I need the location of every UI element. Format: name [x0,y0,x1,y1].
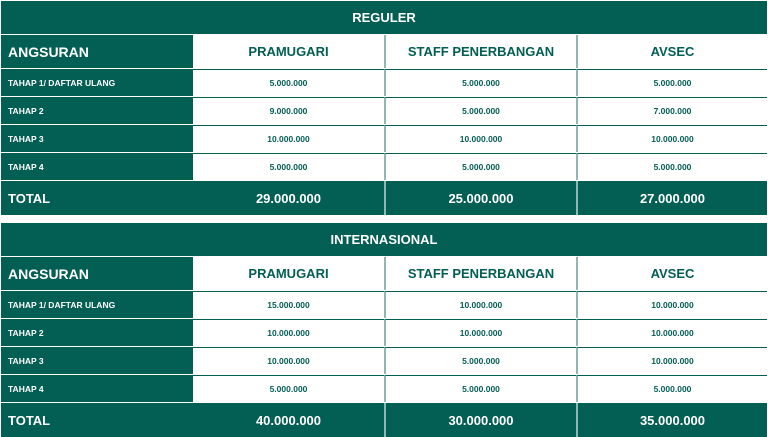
header-row [1,34,767,68]
table-title: REGULER [1,1,767,34]
cell-value: 5.000.000 [193,153,384,180]
cell-value: 35.000.000 [576,403,767,437]
cell-value: PRAMUGARI [193,35,384,68]
cell-value: 15.000.000 [193,291,384,318]
cell-value: AVSEC [576,35,767,68]
cell-value: 25.000.000 [384,181,576,215]
row-label: TOTAL [1,403,193,437]
cell-value: PRAMUGARI [193,257,384,290]
table-row [1,124,767,152]
cell-value: 10.000.000 [576,125,767,152]
cell-value: AVSEC [576,257,767,290]
cell-value: 10.000.000 [576,347,767,374]
row-label: ANGSURAN [1,35,193,68]
cell-value: 5.000.000 [384,153,576,180]
row-label: TAHAP 2 [1,319,193,346]
reguler-table [1,1,767,215]
row-label: TAHAP 3 [1,125,193,152]
table-row [1,96,767,124]
cell-value: 5.000.000 [193,69,384,96]
row-label: TAHAP 1/ DAFTAR ULANG [1,69,193,96]
cell-value: 5.000.000 [576,69,767,96]
cell-value: 9.000.000 [193,97,384,124]
table-title: INTERNASIONAL [1,223,767,256]
cell-value: 10.000.000 [384,319,576,346]
cell-value: 10.000.000 [193,347,384,374]
row-label: TOTAL [1,181,193,215]
cell-value: 40.000.000 [193,403,384,437]
cell-value: 30.000.000 [384,403,576,437]
cell-value: 7.000.000 [576,97,767,124]
cell-value: 10.000.000 [193,319,384,346]
cell-value: STAFF PENERBANGAN [384,35,576,68]
row-label: TAHAP 1/ DAFTAR ULANG [1,291,193,318]
header-row [1,256,767,290]
cell-value: 27.000.000 [576,181,767,215]
cell-value: 10.000.000 [384,125,576,152]
cell-value: 5.000.000 [193,375,384,402]
cell-value: 29.000.000 [193,181,384,215]
row-label: TAHAP 4 [1,375,193,402]
table-row [1,346,767,374]
table-row [1,290,767,318]
table-row [1,374,767,402]
cell-value: 5.000.000 [384,69,576,96]
total-row [1,180,767,215]
cell-value: 10.000.000 [576,291,767,318]
cell-value: 5.000.000 [576,153,767,180]
cell-value: STAFF PENERBANGAN [384,257,576,290]
cell-value: 5.000.000 [384,375,576,402]
table-row [1,68,767,96]
cell-value: 5.000.000 [384,97,576,124]
cell-value: 5.000.000 [576,375,767,402]
cell-value: 5.000.000 [384,347,576,374]
row-label: TAHAP 3 [1,347,193,374]
row-label: TAHAP 4 [1,153,193,180]
row-label: ANGSURAN [1,257,193,290]
row-label: TAHAP 2 [1,97,193,124]
cell-value: 10.000.000 [193,125,384,152]
cell-value: 10.000.000 [576,319,767,346]
table-row [1,152,767,180]
internasional-table [1,223,767,437]
table-row [1,318,767,346]
cell-value: 10.000.000 [384,291,576,318]
